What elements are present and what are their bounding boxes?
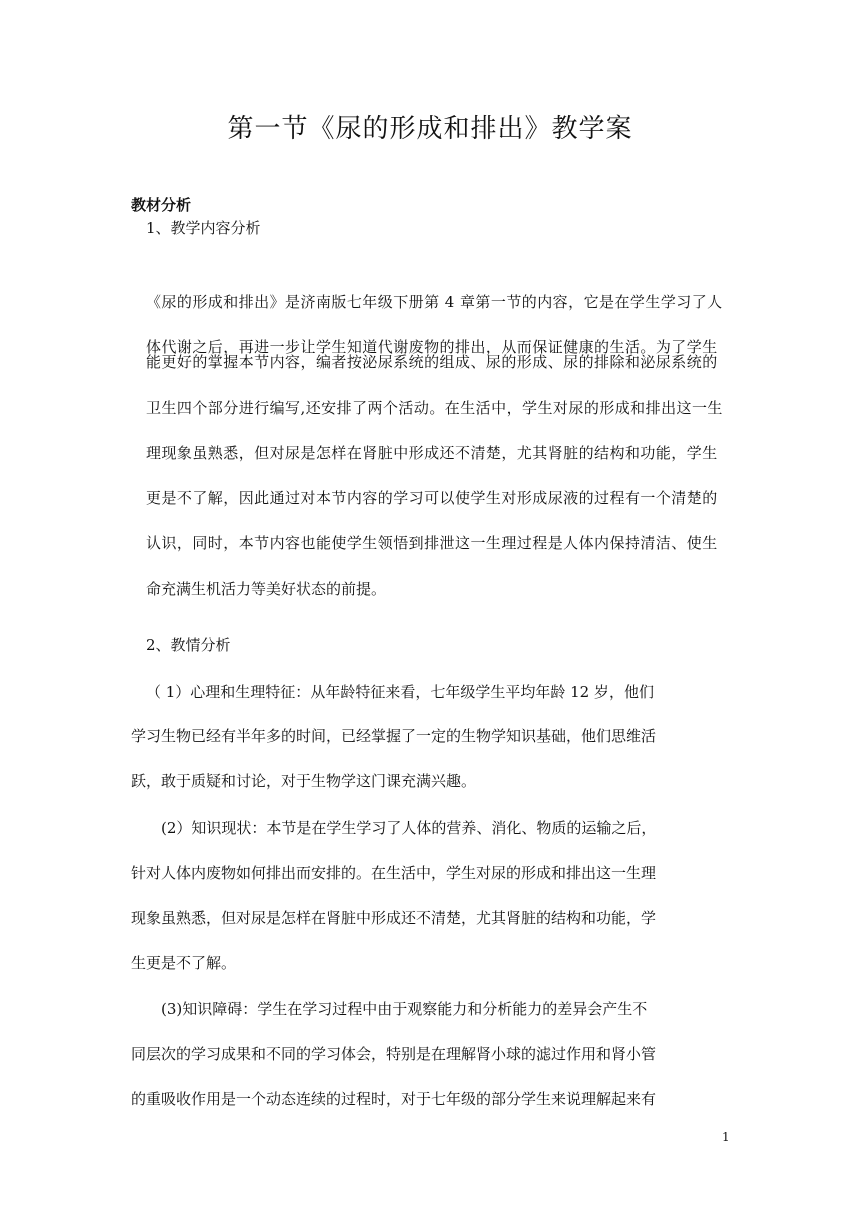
section2-title: 2、教情分析 <box>146 636 231 654</box>
section1-title: 1、教学内容分析 <box>146 219 261 237</box>
page-number: 1 <box>722 1130 730 1144</box>
paragraph-line: 的重吸收作用是一个动态连续的过程时，对于七年级的部分学生来说理解起来有 <box>131 1090 657 1108</box>
paragraph-line: 卫生四个部分进行编写,还安排了两个活动。在生活中，学生对尿的形成和排出这一生 <box>146 399 723 417</box>
paragraph-line: 现象虽熟悉，但对尿是怎样在肾脏中形成还不清楚，尤其肾脏的结构和功能，学 <box>131 909 657 927</box>
paragraph-line: 同层次的学习成果和不同的学习体会，特别是在理解肾小球的滤过作用和肾小管 <box>131 1045 657 1063</box>
paragraph-line: 能更好的掌握本节内容，编者按泌尿系统的组成、尿的形成、尿的排除和泌尿系统的 <box>146 353 718 371</box>
paragraph-line: 认识，同时，本节内容也能使学生领悟到排泄这一生理过程是人体内保持清洁、使生 <box>146 534 718 552</box>
paragraph-line: （ 1）心理和生理特征：从年龄特征来看，七年级学生平均年龄 12 岁，他们 <box>146 683 654 701</box>
paragraph-line: 生更是不了解。 <box>131 954 237 972</box>
paragraph-line: 理现象虽熟悉，但对尿是怎样在肾脏中形成还不清楚，尤其肾脏的结构和功能，学生 <box>146 444 718 462</box>
paragraph-line: 命充满生机活力等美好状态的前提。 <box>146 580 387 598</box>
paragraph-line: 针对人体内废物如何排出而安排的。在生活中，学生对尿的形成和排出这一生理 <box>131 864 657 882</box>
paragraph-line: 体代谢之后，再进一步让学生知道代谢废物的排出，从而保证健康的生活。为了学生 <box>146 338 718 356</box>
section-heading: 教材分析 <box>131 196 192 214</box>
paragraph-line: (2）知识现状：本节是在学生学习了人体的营养、消化、物质的运输之后， <box>161 819 657 837</box>
paragraph-line: 学习生物已经有半年多的时间，已经掌握了一定的生物学知识基础，他们思维活 <box>131 727 657 745</box>
paragraph-line: (3)知识障碍：学生在学习过程中由于观察能力和分析能力的差异会产生不 <box>161 1000 648 1018</box>
paragraph-line: 跃，敢于质疑和讨论，对于生物学这门课充满兴趣。 <box>131 772 477 790</box>
document-title: 第一节《尿的形成和排出》教学案 <box>227 114 633 144</box>
paragraph-line: 《尿的形成和排出》是济南版七年级下册第 4 章第一节的内容，它是在学生学习了人 <box>146 293 723 311</box>
paragraph-line: 更是不了解，因此通过对本节内容的学习可以使学生对形成尿液的过程有一个清楚的 <box>146 489 718 507</box>
